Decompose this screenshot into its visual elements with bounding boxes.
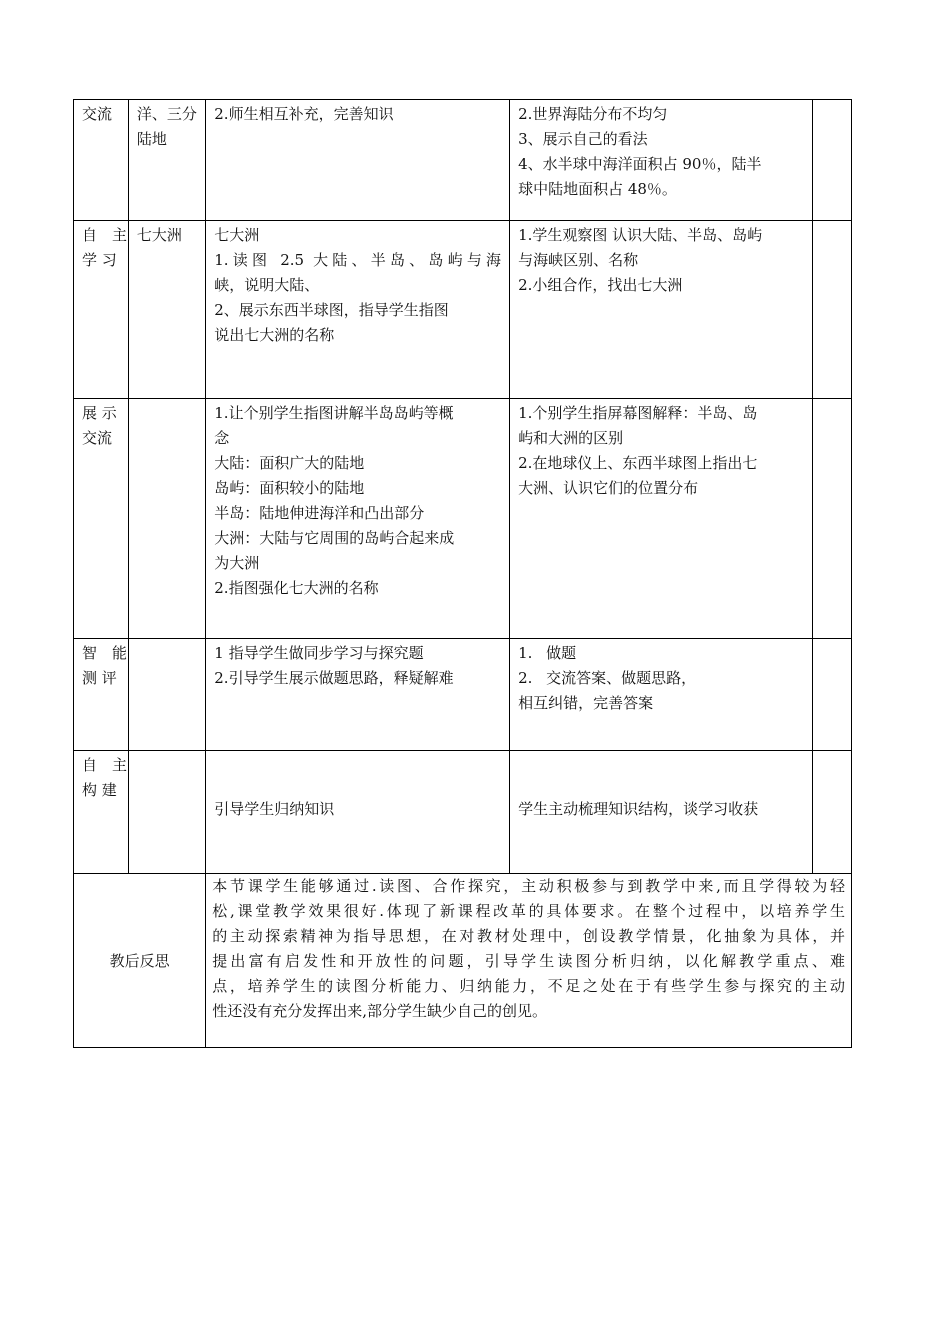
teacher-line: 岛屿：面积较小的陆地 (214, 479, 365, 497)
stage-cell (74, 751, 129, 874)
table-row (74, 874, 852, 1048)
stage-label: 交流 (82, 429, 113, 447)
stage-label: 交流 (82, 105, 113, 123)
stage-label: 智 能 (82, 644, 128, 662)
reflection-label-cell (74, 874, 206, 1048)
student-line: 4、水半球中海洋面积占 90％，陆半 (518, 155, 762, 173)
stage-label: 测 评 (82, 669, 117, 687)
reflection-line: 点，培养学生的读图分析能力、归纳能力，不足之处在于有些学生参与探究的主动 (212, 977, 845, 995)
stage-cell (74, 399, 129, 639)
topic-line: 七大洲 (136, 226, 182, 244)
table-row (74, 399, 852, 639)
stage-label: 自 主 (82, 756, 128, 774)
note-cell (812, 100, 851, 221)
topic-cell (128, 221, 205, 399)
reflection-line: 提出富有启发性和开放性的问题，引导学生读图分析归纳，以化解教学重点、难 (212, 952, 845, 970)
note-cell (812, 751, 851, 874)
topic-line: 洋、三分 (136, 105, 197, 123)
stage-label: 自 主 (82, 226, 128, 244)
student-line (518, 666, 804, 691)
teacher-line: 引导学生归纳知识 (214, 800, 335, 818)
teacher-line: 1.让个别学生指图讲解半岛岛屿等概 (214, 404, 454, 422)
teacher-line: 1 指导学生做同步学习与探究题 (214, 644, 424, 662)
teacher-activity-cell (206, 751, 510, 874)
student-line: 与海峡区别、名称 (518, 251, 639, 269)
teacher-activity-cell (206, 100, 510, 221)
student-line (518, 641, 804, 666)
student-line: 1.学生观察图 认识大陆、半岛、岛屿 (518, 226, 763, 244)
table-row (74, 221, 852, 399)
stage-cell (74, 221, 129, 399)
student-line: 屿和大洲的区别 (518, 429, 624, 447)
topic-line: 陆地 (136, 130, 167, 148)
list-number: 1. (518, 644, 533, 662)
teacher-line: 大洲：大陆与它周围的岛屿合起来成 (214, 529, 455, 547)
topic-cell (128, 639, 205, 751)
student-line-text: 交流答案、做题思路， (546, 669, 697, 687)
reflection-line: 的主动探索精神为指导思想，在对教材处理中，创设教学情景，化抽象为具体，并 (212, 927, 845, 945)
student-activity-cell (510, 399, 813, 639)
teacher-activity-cell (206, 639, 510, 751)
stage-label: 构 建 (82, 781, 117, 799)
topic-cell (128, 399, 205, 639)
table-row (74, 639, 852, 751)
teacher-line: 七大洲 (214, 226, 260, 244)
stage-label: 展 示 (82, 404, 117, 422)
reflection-line: 松,课堂教学效果很好.体现了新课程改革的具体要求。在整个过程中，以培养学生 (212, 902, 845, 920)
teacher-line: 念 (214, 429, 230, 447)
teacher-line: 峡，说明大陆、 (214, 276, 320, 294)
student-line-text: 做题 (546, 644, 577, 662)
reflection-label: 教后反思 (109, 952, 170, 970)
reflection-text-cell (206, 874, 852, 1048)
student-line: 2.小组合作，找出七大洲 (518, 276, 683, 294)
reflection-line: 本节课学生能够通过.读图、合作探究，主动积极参与到教学中来,而且学得较为轻 (212, 877, 845, 895)
teacher-line: 1.读图 2.5 大陆、半岛、岛屿与海 (214, 251, 502, 269)
student-activity-cell (510, 221, 813, 399)
student-line: 学生主动梳理知识结构，谈学习收获 (518, 800, 759, 818)
stage-cell (74, 639, 129, 751)
teacher-line: 半岛：陆地伸进海洋和凸出部分 (214, 504, 425, 522)
student-line: 相互纠错，完善答案 (518, 694, 654, 712)
teacher-activity-cell (206, 399, 510, 639)
teacher-line: 为大洲 (214, 554, 260, 572)
teacher-line: 大陆：面积广大的陆地 (214, 454, 365, 472)
topic-cell (128, 751, 205, 874)
table-row (74, 751, 852, 874)
student-line: 1.个别学生指屏幕图解释：半岛、岛 (518, 404, 758, 422)
teacher-line: 2.引导学生展示做题思路，释疑解难 (214, 669, 454, 687)
teacher-line: 2、展示东西半球图，指导学生指图 (214, 301, 449, 319)
student-line: 2.世界海陆分布不均匀 (518, 105, 668, 123)
teacher-activity-cell (206, 221, 510, 399)
lesson-plan-table (73, 99, 852, 1048)
student-activity-cell (510, 100, 813, 221)
student-line: 大洲、认识它们的位置分布 (518, 479, 699, 497)
list-number: 2. (518, 669, 533, 687)
student-line: 2.在地球仪上、东西半球图上指出七 (518, 454, 758, 472)
note-cell (812, 221, 851, 399)
student-line: 球中陆地面积占 48％。 (518, 180, 677, 198)
reflection-line: 性还没有充分发挥出来,部分学生缺少自己的创见。 (212, 1002, 548, 1020)
note-cell (812, 399, 851, 639)
student-line: 3、展示自己的看法 (518, 130, 648, 148)
teacher-line: 说出七大洲的名称 (214, 326, 335, 344)
student-activity-cell (510, 639, 813, 751)
teacher-line: 2.师生相互补充，完善知识 (214, 105, 394, 123)
teacher-line: 2.指图强化七大洲的名称 (214, 579, 379, 597)
note-cell (812, 639, 851, 751)
topic-cell (128, 100, 205, 221)
table-row (74, 100, 852, 221)
stage-cell (74, 100, 129, 221)
student-activity-cell (510, 751, 813, 874)
stage-label: 学 习 (82, 251, 117, 269)
